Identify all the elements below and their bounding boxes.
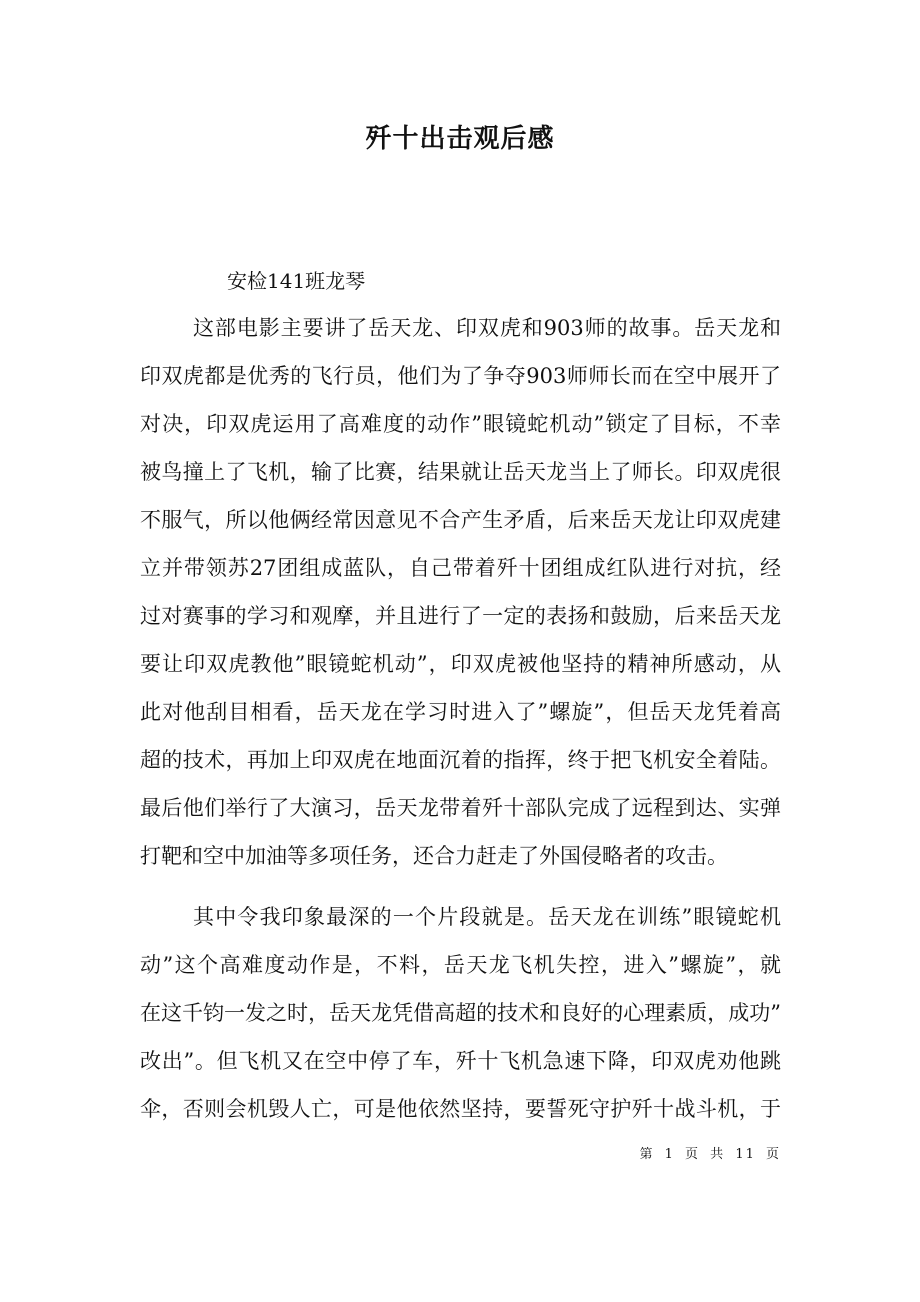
text-line: 立并带领苏27团组成蓝队，自己带着歼十团组成红队进行对抗，经 <box>140 556 781 580</box>
text-line: 打靶和空中加油等多项任务，还合力赶走了外国侵略者的攻击。 <box>140 844 728 868</box>
text-line: 被鸟撞上了飞机，输了比赛，结果就让岳天龙当上了师长。印双虎很 <box>140 460 781 484</box>
text-line: 对决，印双虎运用了高难度的动作”眼镜蛇机动”锁定了目标，不幸 <box>140 412 781 436</box>
text-line: 过对赛事的学习和观摩，并且进行了一定的表扬和鼓励，后来岳天龙 <box>140 604 781 628</box>
document-title: 歼十出击观后感 <box>365 124 555 154</box>
text-line: 在这千钧一发之时，岳天龙凭借高超的技术和良好的心理素质，成功” <box>140 1001 781 1025</box>
page-footer: 第 1 页 共 11 页 <box>639 1147 781 1162</box>
text-line: 伞，否则会机毁人亡，可是他依然坚持，要誓死守护歼十战斗机，于 <box>140 1097 781 1121</box>
text-line: 改出”。但飞机又在空中停了车，歼十飞机急速下降，印双虎劝他跳 <box>140 1049 781 1073</box>
text-line: 印双虎都是优秀的飞行员，他们为了争夺903师师长而在空中展开了 <box>140 364 781 388</box>
text-line: 此对他刮目相看，岳天龙在学习时进入了”螺旋”，但岳天龙凭着高 <box>140 700 781 724</box>
author-line: 安检141班龙琴 <box>227 269 366 293</box>
paragraph-1 <box>140 304 781 880</box>
text-line: 这部电影主要讲了岳天龙、印双虎和903师的故事。岳天龙和 <box>193 316 781 340</box>
text-line: 其中令我印象最深的一个片段就是。岳天龙在训练”眼镜蛇机 <box>193 905 781 929</box>
text-line: 超的技术，再加上印双虎在地面沉着的指挥，终于把飞机安全着陆。 <box>140 748 781 772</box>
text-line: 最后他们举行了大演习，岳天龙带着歼十部队完成了远程到达、实弹 <box>140 796 781 820</box>
text-line: 不服气，所以他俩经常因意见不合产生矛盾，后来岳天龙让印双虎建 <box>140 508 781 532</box>
text-line: 要让印双虎教他”眼镜蛇机动”，印双虎被他坚持的精神所感动，从 <box>140 652 781 676</box>
text-line: 动”这个高难度动作是，不料，岳天龙飞机失控，进入”螺旋”，就 <box>140 953 781 977</box>
paragraph-2 <box>140 893 781 1133</box>
